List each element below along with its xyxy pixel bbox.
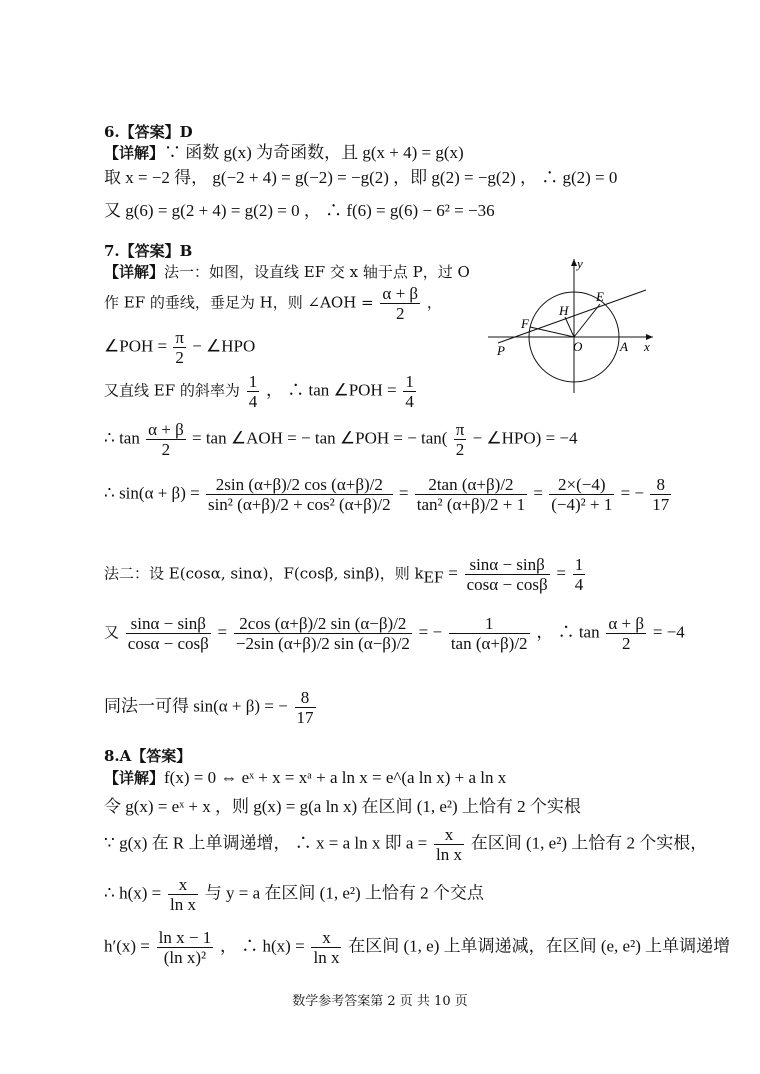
fraction-big2: $\frac{2\tan (\alpha+\beta)/2}{\text{tan² (α+β)/2 + 1}}$ (416, 475, 526, 514)
label-o: O (573, 339, 583, 354)
q7-method1-line1: 【详解】法一：如图，设直线 EF 交 x 轴于点 P，过 O (104, 263, 470, 281)
label-y: y (577, 256, 583, 271)
fraction-alpha-beta-half-3: $\frac{\alpha + \beta}{2}$ (608, 614, 645, 653)
fraction-alpha-beta-half-2: $\frac{\alpha + \beta}{2}$ (148, 420, 184, 459)
fraction-alpha-beta-half: $\frac{\alpha + \beta}{2}$ (382, 284, 419, 323)
segment-oe (574, 304, 600, 337)
unit-circle-figure (488, 255, 658, 395)
q6-heading: 6.【答案】D (104, 123, 193, 141)
label-h: H (559, 303, 569, 318)
fraction-x-over-lnx-3: $\frac{x}{\text{ln x}}$ (313, 928, 340, 967)
q7-poh-line: ∠POH = $\frac{\pi}{2}$ − ∠HPO (104, 328, 256, 367)
q8-line2: 令 g(x) = eˣ + x ，则 g(x) = g(a ln x) 在区间 (1, e²) 上恰有 2 个实根 (104, 797, 581, 816)
q6-line2: 取 x = −2 得， g(−2 + 4) = g(−2) = −g(2) ，即 g(2) = −g(2) ， ∴ g(2) = 0 (104, 168, 618, 187)
fraction-quarter-2: $\frac{1}{4}$ (405, 372, 414, 411)
fraction-8-17-2: $\frac{8}{17}$ (296, 688, 314, 727)
fraction-x-over-lnx-2: $\frac{x}{\text{ln x}}$ (170, 875, 196, 914)
label-f: F (521, 316, 529, 331)
fraction-8-17: $\frac{8}{17}$ (652, 475, 670, 514)
segment-of (530, 327, 574, 337)
fraction-1-over-tan: $\frac{1}{\tan (\alpha+\beta)/2}$ (450, 614, 528, 653)
segment-oh (565, 317, 574, 337)
label-p: P (497, 343, 505, 358)
fraction-quarter-3: $\frac{1}{4}$ (574, 555, 584, 594)
q8-line4: ∴ h(x) = $\frac{x}{\text{ln x}}$ 与 y = a 在区间 (1, e²) 上恰有 2 个交点 (104, 875, 484, 914)
q7-heading: 7.【答案】B (104, 242, 193, 260)
q6-line3: 又 g(6) = g(2 + 4) = g(2) = 0 ， ∴ f(6) = g(6) − 6² = −36 (104, 201, 495, 220)
fraction-pi-half-2: $\frac{\pi}{2}$ (455, 420, 465, 459)
page-footer: 数学参考答案第 2 页 共 10 页 (292, 994, 468, 1009)
label-x: x (644, 339, 650, 354)
q7-slope-line: 又直线 EF 的斜率为 $\frac{1}{4}$ ， ∴ tan ∠POH = $\frac{1}{4}$ (104, 372, 414, 411)
q7-tan-line: ∴ tan $\frac{\alpha + \beta}{2}$ = tan ∠AOH = − tan ∠POH = − tan( $\frac{\pi}{2}$ − ∠HPO) = −4 (104, 420, 578, 459)
fraction-sin-cos-diff-2: $\frac{\sin\alpha - \sin\beta}{\cos\alpha - \cos\beta}$ (127, 614, 209, 653)
q6-line1: 【详解】∵ 函数 g(x) 为奇函数，且 g(x + 4) = g(x) (104, 143, 464, 162)
q7-method2-line2: 又 $\frac{\sin\alpha - \sin\beta}{\cos\alpha - \cos\beta}$ = $\frac{2\cos (\alpha+\beta)/2 \sin (\alpha-\beta)/2}{-2\sin (\alpha+\beta)/2 \sin (\alpha-\beta)/2}$ = − $\frac{1}{\tan (\alpha+\beta)/2}$ ， ∴ tan $\frac{\alpha + \beta}{2}$ = −4 (104, 614, 685, 653)
fraction-big1: $\frac{2\sin (\alpha+\beta)/2 \cos (\alpha+\beta)/2}{\text{sin² (α+β)/2 + cos² (α+β)/2}}$ (207, 475, 391, 514)
q8-line5: h′(x) = $\frac{\text{ln x − 1}}{\text{(ln x)²}}$ ， ∴ h(x) = $\frac{x}{\text{ln x}}$ 在区间 (1, e) 上单调递减，在区间 (e, e²) 上单调递增 (104, 928, 731, 967)
fraction-big3: $\frac{2\times(-4)}{\text{(−4)² + 1}}$ (551, 475, 613, 514)
label-a: A (620, 339, 628, 354)
q7-sin-line: ∴ sin(α + β) = $\frac{2\sin (\alpha+\beta)/2 \cos (\alpha+\beta)/2}{\text{sin² (α+β)/2 + cos² (α+β)/2}}$ = $\frac{2\tan (\alpha+\beta)/2}{\text{tan² (α+β)/2 + 1}}$ = $\frac{2\times(-4)}{\text{(−4)² + 1}}$ = − $\frac{8}{17}$ (104, 475, 670, 514)
fraction-x-over-lnx: $\frac{x}{\text{ln x}}$ (436, 825, 462, 864)
q7-method2-line: 法二：设 E(cosα, sinα)，F(cosβ, sinβ)，则 $k_{EF}$ = $\frac{\sin\alpha - \sin\beta}{\cos\alpha - \cos\beta}$ = $\frac{1}{4}$ (104, 555, 584, 594)
q8-heading: 8.A【答案】 (104, 747, 192, 765)
q7-method1-line2: 作 EF 的垂线，垂足为 H，则 ∠AOH = $\frac{\alpha + \beta}{2}$ ， (104, 284, 442, 323)
q8-line1: 【详解】f(x) = 0 ⇔ eˣ + x = xᵃ + a ln x = e^(a ln x) + a ln x (104, 768, 507, 787)
q7-conclusion: 同法一可得 sin(α + β) = − $\frac{8}{17}$ (104, 688, 314, 727)
q8-line3: ∵ g(x) 在 R 上单调递增， ∴ x = a ln x 即 a = $\frac{x}{\text{ln x}}$ 在区间 (1, e²) 上恰有 2 个实根， (104, 825, 708, 864)
fraction-big4: $\frac{2\cos (\alpha+\beta)/2 \sin (\alpha-\beta)/2}{-2\sin (\alpha+\beta)/2 \sin (\alpha-\beta)/2}$ (235, 614, 410, 653)
fraction-quarter: $\frac{1}{4}$ (248, 372, 258, 411)
fraction-sin-cos-diff: $\frac{\sin\alpha - \sin\beta}{\cos\alpha - \cos\beta}$ (466, 555, 548, 594)
fraction-derivative: $\frac{\text{ln x − 1}}{\text{(ln x)²}}$ (158, 928, 212, 967)
fraction-pi-half: $\frac{\pi}{2}$ (175, 328, 184, 367)
label-e: E (596, 289, 604, 304)
